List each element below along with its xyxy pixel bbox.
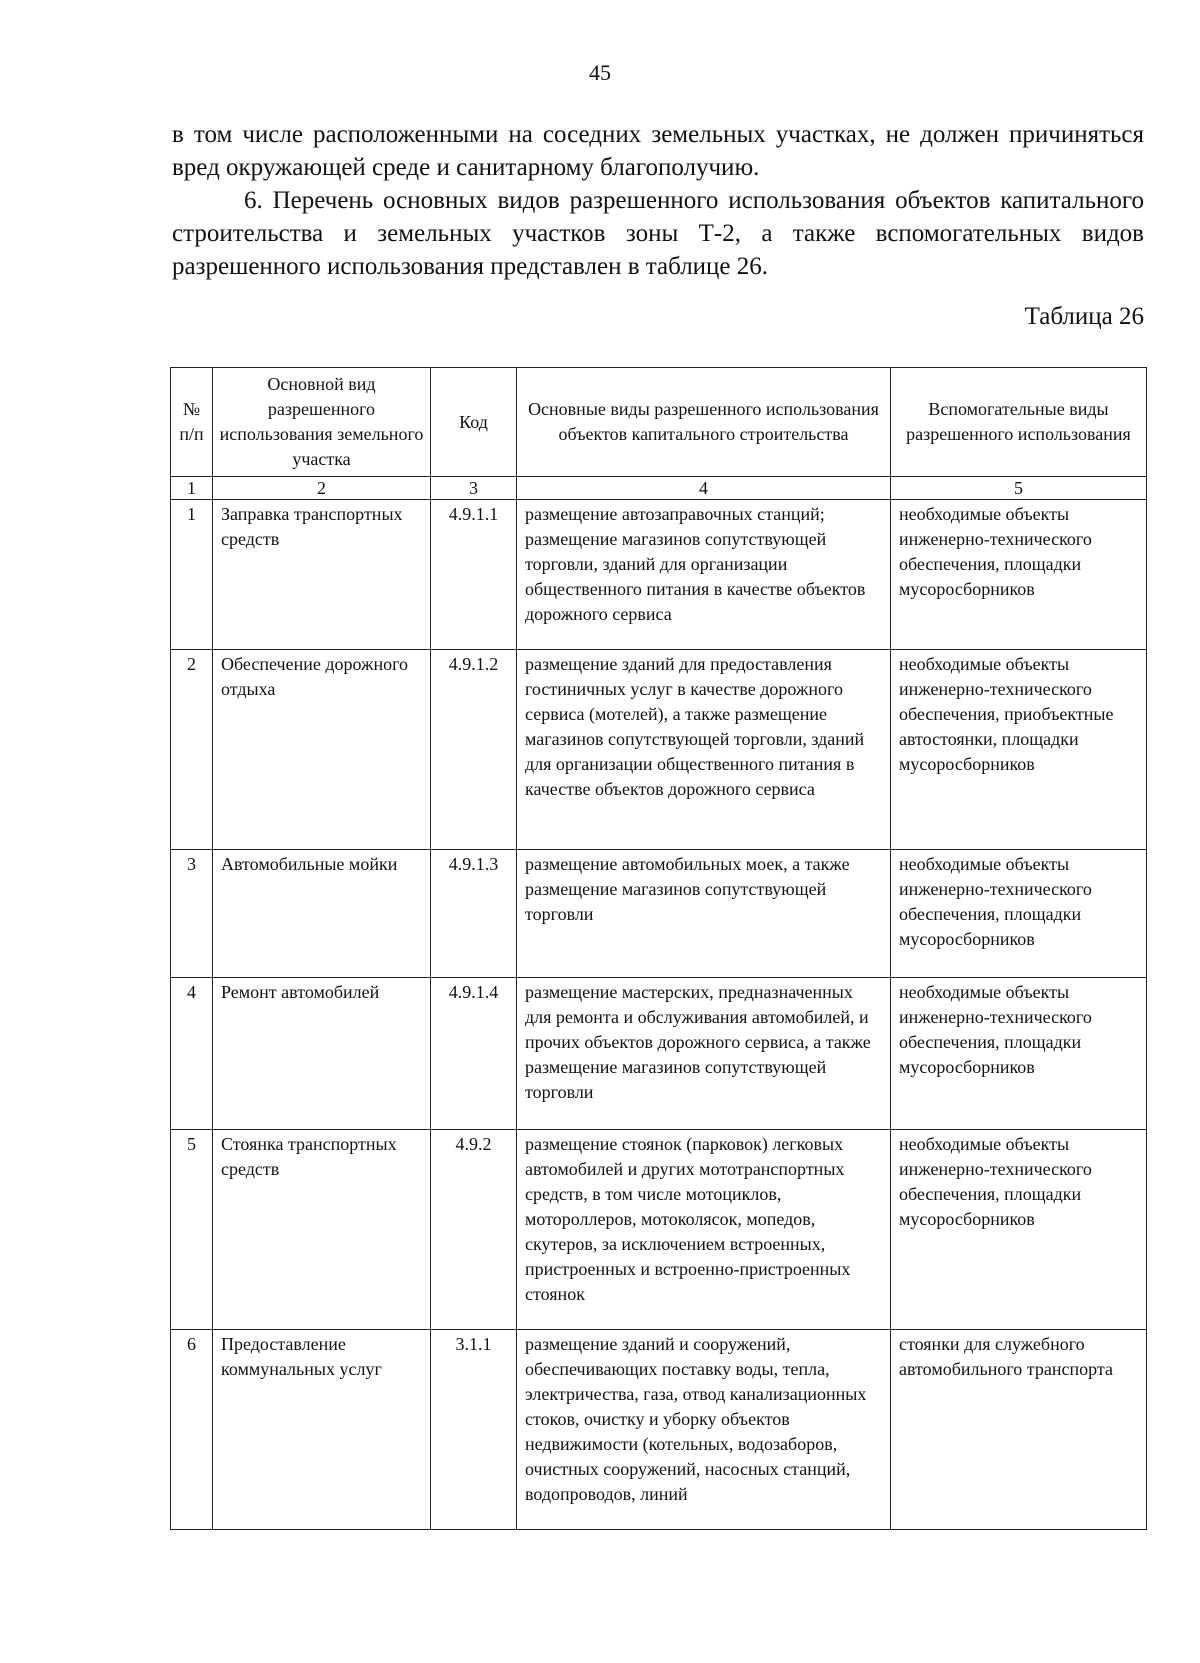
row-number: 1 [171, 500, 213, 650]
table-caption: Таблица 26 [1024, 303, 1144, 330]
row-use: Заправка транспортных средств [213, 500, 431, 650]
row-aux: необходимые объекты инженерно-технического обеспечения, площадки мусоросборников [891, 978, 1147, 1130]
row-main: размещение зданий и сооружений, обеспечивающих поставку воды, тепла, электричества, газа, отвод канализационных стоков, очистку и уборку объектов недвижимости (котельных, водозаборов, очистных сооружений, насосных станций, водопроводов, линий [517, 1330, 891, 1530]
row-code: 3.1.1 [431, 1330, 517, 1530]
column-number: 3 [431, 477, 517, 500]
row-aux: стоянки для служебного автомобильного транспорта [891, 1330, 1147, 1530]
row-aux: необходимые объекты инженерно-технического обеспечения, площадки мусоросборников [891, 500, 1147, 650]
table-row [171, 1330, 1147, 1530]
table-row [171, 1130, 1147, 1330]
row-number: 5 [171, 1130, 213, 1330]
row-use: Предоставление коммунальных услуг [213, 1330, 431, 1530]
row-code: 4.9.1.1 [431, 500, 517, 650]
row-number: 4 [171, 978, 213, 1130]
intro-paragraph-2: 6. Перечень основных видов разрешенного использования объектов капитального строительства и земельных участков зоны Т-2, а также вспомогательных видов разрешенного использования представлен в таблице 26. [172, 187, 1144, 280]
row-aux: необходимые объекты инженерно-технического обеспечения, площадки мусоросборников [891, 850, 1147, 978]
header-num: № п/п [171, 368, 213, 477]
row-use: Стоянка транспортных средств [213, 1130, 431, 1330]
column-number: 1 [171, 477, 213, 500]
row-main: размещение стоянок (парковок) легковых автомобилей и других мототранспортных средств, в том числе мотоциклов, мотороллеров, мотоколясок, мопедов, скутеров, за исключением встроенных, пристроенных и встроенно-пристроенных стоянок [517, 1130, 891, 1330]
table-header-row [171, 368, 1147, 477]
table-row [171, 978, 1147, 1130]
row-number: 6 [171, 1330, 213, 1530]
intro-paragraph-1: в том числе расположенными на соседних земельных участках, не должен причиняться вред окружающей среде и санитарному благополучию. [172, 121, 1144, 181]
column-number-row [171, 477, 1147, 500]
header-aux: Вспомогательные виды разрешенного использования [891, 368, 1147, 477]
row-code: 4.9.1.3 [431, 850, 517, 978]
row-main: размещение автомобильных моек, а также размещение магазинов сопутствующей торговли [517, 850, 891, 978]
row-aux: необходимые объекты инженерно-технического обеспечения, площадки мусоросборников [891, 1130, 1147, 1330]
row-main: размещение зданий для предоставления гостиничных услуг в качестве дорожного сервиса (мотелей), а также размещение магазинов сопутствующей торговли, зданий для организации общественного питания в качестве объектов дорожного сервиса [517, 650, 891, 850]
row-use: Автомобильные мойки [213, 850, 431, 978]
header-code: Код [431, 368, 517, 477]
header-main: Основные виды разрешенного использования объектов капитального строительства [517, 368, 891, 477]
column-number: 4 [517, 477, 891, 500]
row-code: 4.9.1.2 [431, 650, 517, 850]
table-row [171, 650, 1147, 850]
row-main: размещение мастерских, предназначенных для ремонта и обслуживания автомобилей, и прочих объектов дорожного сервиса, а также размещение магазинов сопутствующей торговли [517, 978, 891, 1130]
page-number: 45 [589, 60, 611, 85]
row-number: 2 [171, 650, 213, 850]
column-number: 5 [891, 477, 1147, 500]
row-use: Обеспечение дорожного отдыха [213, 650, 431, 850]
row-code: 4.9.1.4 [431, 978, 517, 1130]
land-use-table [170, 367, 1147, 1530]
header-use: Основной вид разрешенного использования земельного участка [213, 368, 431, 477]
table-row [171, 850, 1147, 978]
row-code: 4.9.2 [431, 1130, 517, 1330]
row-use: Ремонт автомобилей [213, 978, 431, 1130]
row-main: размещение автозаправочных станций; размещение магазинов сопутствующей торговли, зданий для организации общественного питания в качестве объектов дорожного сервиса [517, 500, 891, 650]
row-number: 3 [171, 850, 213, 978]
row-aux: необходимые объекты инженерно-технического обеспечения, приобъектные автостоянки, площадки мусоросборников [891, 650, 1147, 850]
column-number: 2 [213, 477, 431, 500]
intro-text [172, 118, 1144, 283]
table-row [171, 500, 1147, 650]
